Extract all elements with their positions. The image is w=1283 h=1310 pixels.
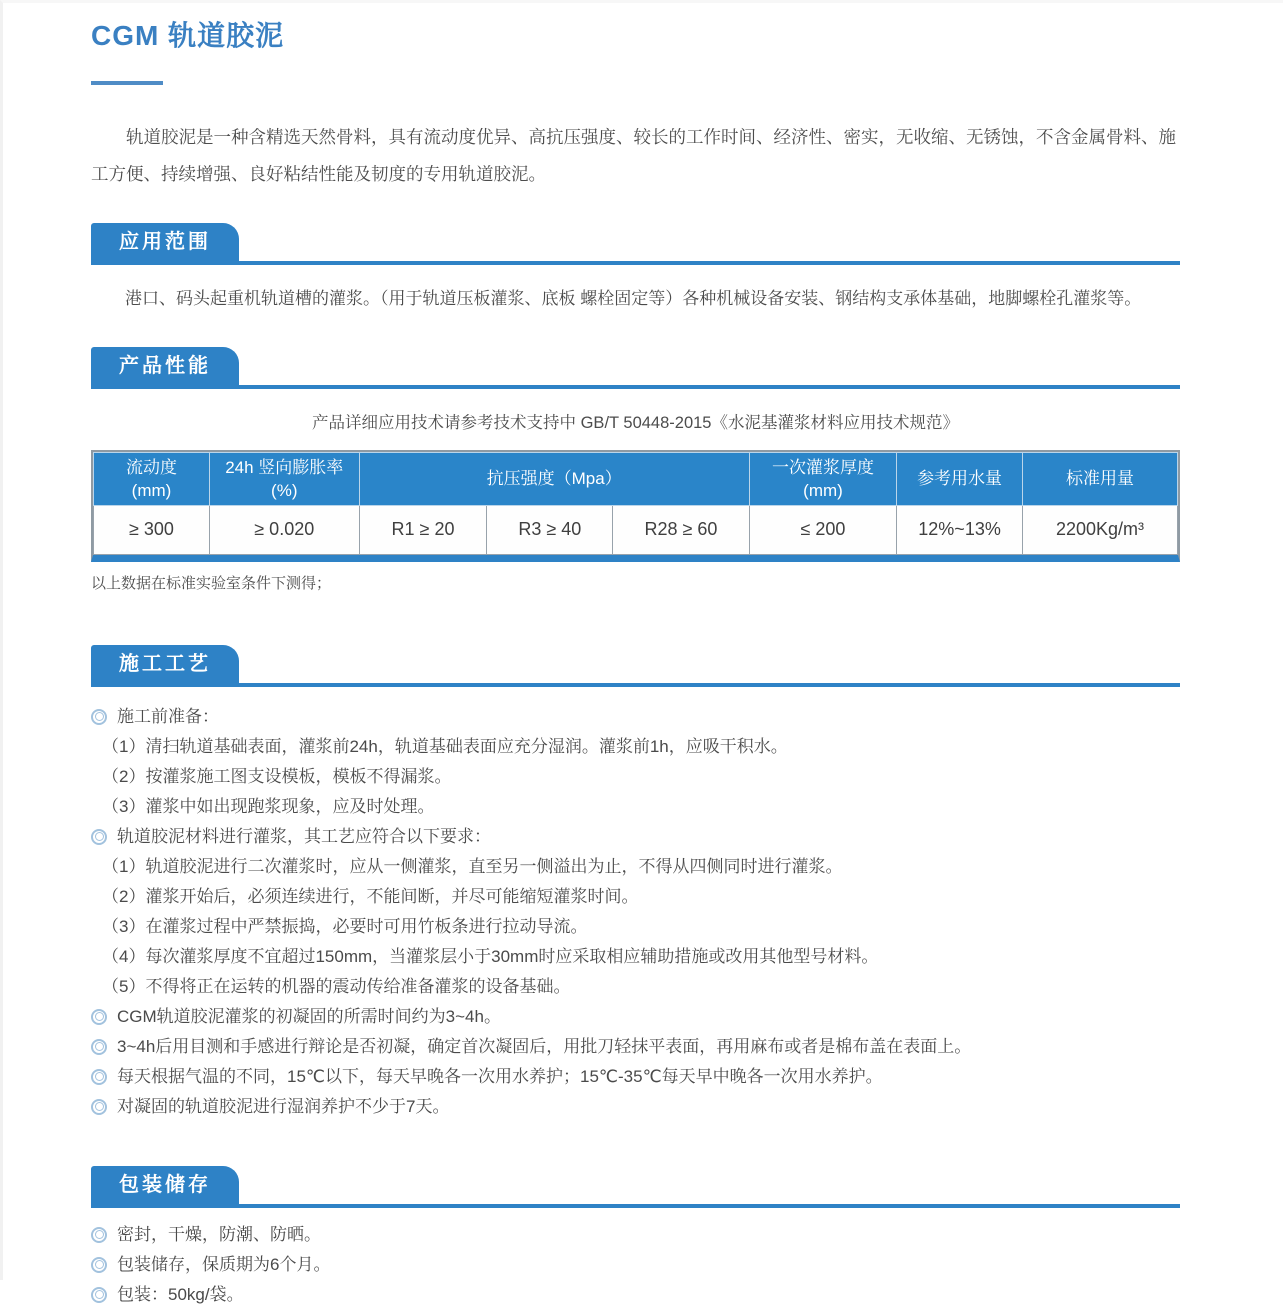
intro-paragraph: 轨道胶泥是一种含精选天然骨料，具有流动度优异、高抗压强度、较长的工作时间、经济性、密实，无收缩、无锈蚀，不含金属骨料、施工方便、持续增强、良好粘结性能及韧度的专用轨道胶泥。 bbox=[91, 127, 1176, 184]
table-header-water-amount: 参考用水量 bbox=[897, 452, 1023, 505]
performance-table bbox=[91, 450, 1180, 562]
application-body: 港口、码头起重机轨道槽的灌浆。（用于轨道压板灌浆、底板 螺栓固定等）各种机械设备安装、钢结构支承体基础，地脚螺栓孔灌浆等。 bbox=[125, 289, 1142, 308]
section-badge-application: 应用范围 bbox=[91, 223, 239, 261]
double-circle-bullet-icon bbox=[91, 1009, 107, 1025]
process-item-bullet bbox=[91, 1062, 1180, 1092]
double-circle-bullet-icon bbox=[91, 829, 107, 845]
process-item-text: （1）轨道胶泥进行二次灌浆时，应从一侧灌浆，直至另一侧溢出为止，不得从四侧同时进行灌浆。 bbox=[102, 856, 843, 876]
process-list bbox=[91, 702, 1180, 1122]
double-circle-bullet-icon bbox=[91, 1039, 107, 1055]
process-item-text: （3）灌浆中如出现跑浆现象，应及时处理。 bbox=[102, 796, 435, 816]
table-header-flowability: 流动度 (mm) bbox=[94, 452, 210, 505]
process-item-text: 对凝固的轨道胶泥进行湿润养护不少于7天。 bbox=[117, 1096, 450, 1116]
double-circle-bullet-icon bbox=[91, 709, 107, 725]
packaging-item-text: 包装储存，保质期为6个月。 bbox=[117, 1254, 331, 1274]
table-footnote: 以上数据在标准实验室条件下测得； bbox=[91, 574, 332, 592]
table-value-dosage: 2200Kg/m³ bbox=[1022, 505, 1177, 554]
process-item-text: （2）灌浆开始后，必须连续进行，不能间断，并尽可能缩短灌浆时间。 bbox=[102, 886, 639, 906]
performance-table-grid bbox=[93, 452, 1178, 555]
table-value-expansion: ≥ 0.020 bbox=[209, 505, 359, 554]
table-header-standard-dosage: 标准用量 bbox=[1022, 452, 1177, 505]
packaging-list bbox=[91, 1220, 1180, 1310]
process-item-text: （2）按灌浆施工图支设模板，模板不得漏浆。 bbox=[102, 766, 452, 786]
process-item-text: 每天根据气温的不同，15℃以下，每天早晚各一次用水养护；15℃-35℃每天早中晚各一次用水养护。 bbox=[117, 1066, 883, 1086]
process-item-text: 轨道胶泥材料进行灌浆，其工艺应符合以下要求： bbox=[117, 826, 491, 846]
section-header-process bbox=[91, 645, 1180, 687]
process-item-numbered bbox=[91, 882, 1180, 912]
page bbox=[3, 3, 1283, 1310]
table-value-thickness: ≤ 200 bbox=[749, 505, 896, 554]
process-item-bullet bbox=[91, 822, 1180, 852]
table-header-expansion: 24h 竖向膨胀率 (%) bbox=[209, 452, 359, 505]
table-header-row bbox=[94, 452, 1178, 505]
table-value-r1: R1 ≥ 20 bbox=[359, 505, 487, 554]
process-item-numbered bbox=[91, 732, 1180, 762]
double-circle-bullet-icon bbox=[91, 1227, 107, 1243]
table-value-r28: R28 ≥ 60 bbox=[613, 505, 750, 554]
packaging-item bbox=[91, 1250, 1180, 1280]
process-item-numbered bbox=[91, 852, 1180, 882]
section-header-packaging bbox=[91, 1166, 1180, 1208]
double-circle-bullet-icon bbox=[91, 1287, 107, 1303]
process-item-text: （1）清扫轨道基础表面，灌浆前24h，轨道基础表面应充分湿润。灌浆前1h，应吸干积水。 bbox=[102, 736, 788, 756]
process-item-text: 3~4h后用目测和手感进行辩论是否初凝，确定首次凝固后，用批刀轻抹平表面，再用麻布或者是棉布盖在表面上。 bbox=[117, 1036, 972, 1056]
page-title: CGM 轨道胶泥 bbox=[91, 20, 285, 51]
process-item-numbered bbox=[91, 912, 1180, 942]
section-badge-process: 施工工艺 bbox=[91, 645, 239, 683]
process-item-numbered bbox=[91, 972, 1180, 1002]
title-underline bbox=[91, 81, 163, 85]
section-badge-packaging: 包装储存 bbox=[91, 1166, 239, 1204]
table-value-row bbox=[94, 505, 1178, 554]
process-item-text: CGM轨道胶泥灌浆的初凝固的所需时间约为3~4h。 bbox=[117, 1006, 501, 1026]
process-item-bullet bbox=[91, 1002, 1180, 1032]
double-circle-bullet-icon bbox=[91, 1069, 107, 1085]
table-value-water: 12%~13% bbox=[897, 505, 1023, 554]
section-badge-performance: 产品性能 bbox=[91, 347, 239, 385]
packaging-item bbox=[91, 1280, 1180, 1310]
double-circle-bullet-icon bbox=[91, 1257, 107, 1273]
process-item-bullet bbox=[91, 1032, 1180, 1062]
section-header-application bbox=[91, 223, 1180, 265]
process-item-numbered bbox=[91, 762, 1180, 792]
process-item-numbered bbox=[91, 942, 1180, 972]
performance-standard-note: 产品详细应用技术请参考技术支持中 GB/T 50448-2015《水泥基灌浆材料应用技术规范》 bbox=[312, 414, 959, 432]
process-item-text: （4）每次灌浆厚度不宜超过150mm，当灌浆层小于30mm时应采取相应辅助措施或改用其他型号材料。 bbox=[102, 946, 879, 966]
table-header-grout-thickness: 一次灌浆厚度 (mm) bbox=[749, 452, 896, 505]
packaging-item-text: 密封，干燥，防潮、防晒。 bbox=[117, 1224, 321, 1244]
section-header-performance bbox=[91, 347, 1180, 389]
process-item-text: 施工前准备： bbox=[117, 706, 219, 726]
process-item-text: （5）不得将正在运转的机器的震动传给准备灌浆的设备基础。 bbox=[102, 976, 571, 996]
process-item-numbered bbox=[91, 792, 1180, 822]
double-circle-bullet-icon bbox=[91, 1099, 107, 1115]
table-header-compressive-strength: 抗压强度（Mpa） bbox=[359, 452, 749, 505]
packaging-item-text: 包装：50kg/袋。 bbox=[117, 1284, 244, 1304]
table-value-flowability: ≥ 300 bbox=[94, 505, 210, 554]
process-item-text: （3）在灌浆过程中严禁振捣，必要时可用竹板条进行拉动导流。 bbox=[102, 916, 588, 936]
process-item-bullet bbox=[91, 702, 1180, 732]
table-value-r3: R3 ≥ 40 bbox=[487, 505, 613, 554]
process-item-bullet bbox=[91, 1092, 1180, 1122]
packaging-item bbox=[91, 1220, 1180, 1250]
